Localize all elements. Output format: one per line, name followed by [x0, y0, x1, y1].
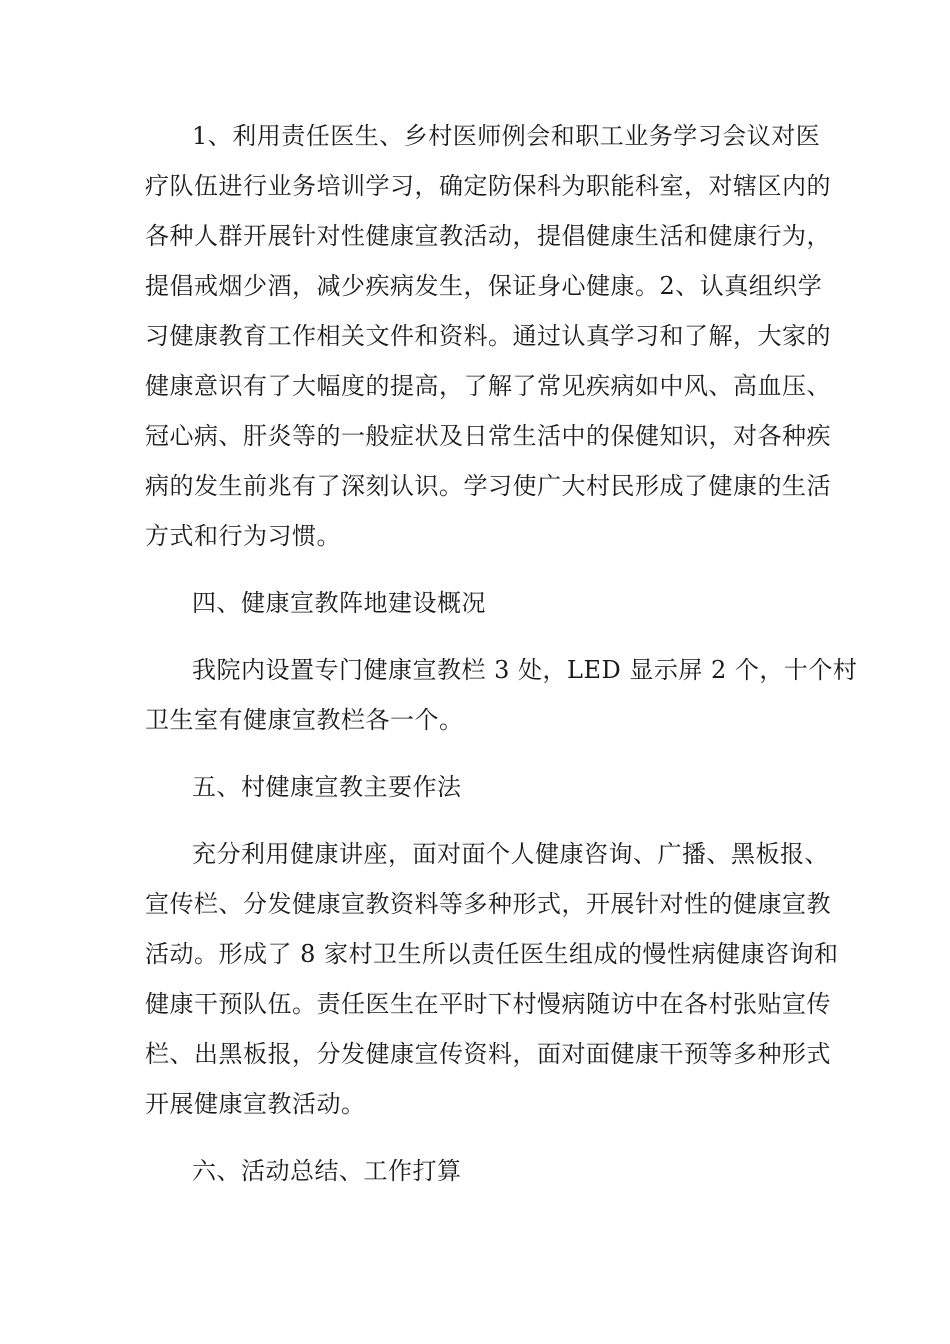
paragraph-line: 栏、出黑板报，分发健康宣传资料，面对面健康干预等多种形式 — [145, 1040, 831, 1068]
paragraph-line: 卫生室有健康宣教栏各一个。 — [145, 706, 464, 734]
paragraph-line: 健康意识有了大幅度的提高，了解了常见疾病如中风、高血压、 — [145, 372, 831, 400]
paragraph-line: 各种人群开展针对性健康宣教活动，提倡健康生活和健康行为， — [145, 222, 831, 250]
section-heading: 五、村健康宣教主要作法 — [192, 773, 462, 801]
paragraph-line: 习健康教育工作相关文件和资料。通过认真学习和了解，大家的 — [145, 322, 831, 350]
paragraph-line: 提倡戒烟少酒，减少疾病发生，保证身心健康。2、认真组织学 — [145, 272, 823, 300]
paragraph-line: 我院内设置专门健康宣教栏 3 处，LED 显示屏 2 个，十个村 — [192, 656, 858, 684]
paragraph-line: 宣传栏、分发健康宣教资料等多种形式，开展针对性的健康宣教 — [145, 890, 831, 918]
paragraph-line: 疗队伍进行业务培训学习，确定防保科为职能科室，对辖区内的 — [145, 172, 831, 200]
paragraph-line: 活动。形成了 8 家村卫生所以责任医生组成的慢性病健康咨询和 — [145, 940, 839, 968]
paragraph-line: 1、利用责任医生、乡村医师例会和职工业务学习会议对医 — [192, 122, 821, 150]
paragraph-line: 方式和行为习惯。 — [145, 522, 341, 550]
section-heading: 四、健康宣教阵地建设概况 — [192, 589, 486, 617]
paragraph-line: 冠心病、肝炎等的一般症状及日常生活中的保健知识，对各种疾 — [145, 422, 831, 450]
paragraph-line: 病的发生前兆有了深刻认识。学习使广大村民形成了健康的生活 — [145, 472, 831, 500]
paragraph-line: 充分利用健康讲座，面对面个人健康咨询、广播、黑板报、 — [192, 840, 829, 868]
section-heading: 六、活动总结、工作打算 — [192, 1157, 462, 1185]
paragraph-line: 健康干预队伍。责任医生在平时下村慢病随访中在各村张贴宣传 — [145, 990, 831, 1018]
paragraph-line: 开展健康宣教活动。 — [145, 1090, 366, 1118]
